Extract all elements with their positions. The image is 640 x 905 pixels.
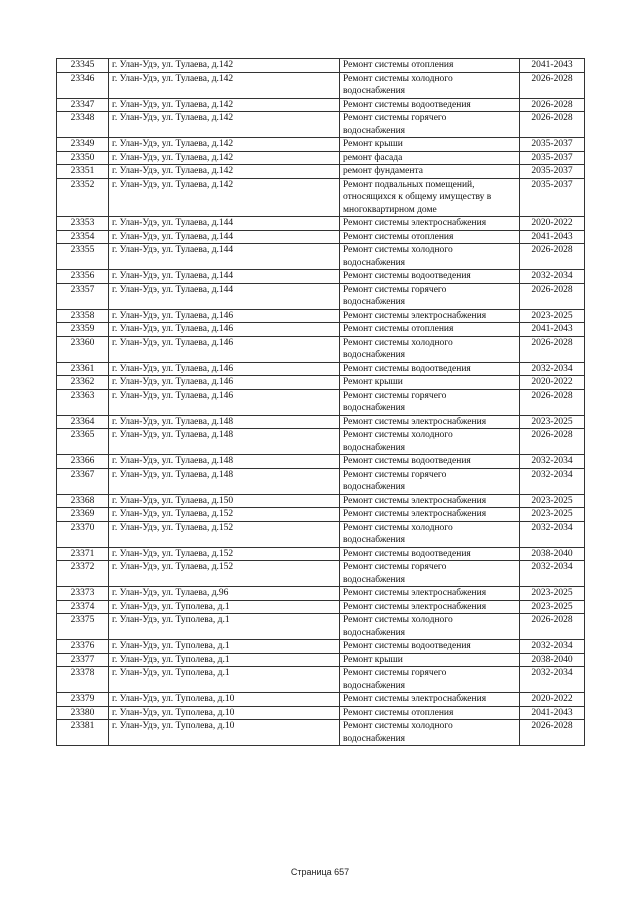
row-number-cell: 23380 <box>57 706 109 720</box>
period-cell: 2023-2025 <box>520 415 585 429</box>
work-type-cell: Ремонт системы холодного водоснабжения <box>340 614 520 640</box>
table-row <box>57 59 585 73</box>
work-type-cell: Ремонт системы водоотведения <box>340 270 520 284</box>
address-cell: г. Улан-Удэ, ул. Тулаева, д.96 <box>109 587 340 601</box>
work-type-cell: Ремонт крыши <box>340 138 520 152</box>
table-row <box>57 614 585 640</box>
period-cell: 2038-2040 <box>520 547 585 561</box>
address-cell: г. Улан-Удэ, ул. Тулаева, д.146 <box>109 336 340 362</box>
address-cell: г. Улан-Удэ, ул. Туполева, д.10 <box>109 706 340 720</box>
period-cell: 2026-2028 <box>520 98 585 112</box>
period-cell: 2023-2025 <box>520 309 585 323</box>
work-type-cell: Ремонт системы холодного водоснабжения <box>340 72 520 98</box>
address-cell: г. Улан-Удэ, ул. Тулаева, д.144 <box>109 230 340 244</box>
row-number-cell: 23365 <box>57 429 109 455</box>
period-cell: 2026-2028 <box>520 429 585 455</box>
work-type-cell: Ремонт системы отопления <box>340 59 520 73</box>
table-row <box>57 429 585 455</box>
row-number-cell: 23371 <box>57 547 109 561</box>
table-row <box>57 561 585 587</box>
row-number-cell: 23347 <box>57 98 109 112</box>
table-row <box>57 706 585 720</box>
period-cell: 2032-2034 <box>520 521 585 547</box>
period-cell: 2041-2043 <box>520 230 585 244</box>
row-number-cell: 23350 <box>57 151 109 165</box>
period-cell: 2035-2037 <box>520 151 585 165</box>
address-cell: г. Улан-Удэ, ул. Тулаева, д.148 <box>109 468 340 494</box>
period-cell: 2026-2028 <box>520 336 585 362</box>
period-cell: 2032-2034 <box>520 667 585 693</box>
address-cell: г. Улан-Удэ, ул. Тулаева, д.146 <box>109 389 340 415</box>
table-row <box>57 230 585 244</box>
address-cell: г. Улан-Удэ, ул. Туполева, д.10 <box>109 720 340 746</box>
table-row <box>57 98 585 112</box>
address-cell: г. Улан-Удэ, ул. Тулаева, д.146 <box>109 362 340 376</box>
table-row <box>57 455 585 469</box>
row-number-cell: 23368 <box>57 494 109 508</box>
row-number-cell: 23361 <box>57 362 109 376</box>
period-cell: 2032-2034 <box>520 362 585 376</box>
period-cell: 2023-2025 <box>520 587 585 601</box>
row-number-cell: 23372 <box>57 561 109 587</box>
row-number-cell: 23353 <box>57 217 109 231</box>
row-number-cell: 23346 <box>57 72 109 98</box>
table-row <box>57 323 585 337</box>
row-number-cell: 23377 <box>57 653 109 667</box>
period-cell: 2020-2022 <box>520 376 585 390</box>
work-type-cell: Ремонт системы водоотведения <box>340 547 520 561</box>
table-row <box>57 720 585 746</box>
work-type-cell: Ремонт системы водоотведения <box>340 98 520 112</box>
work-type-cell: Ремонт системы водоотведения <box>340 640 520 654</box>
address-cell: г. Улан-Удэ, ул. Тулаева, д.142 <box>109 59 340 73</box>
address-cell: г. Улан-Удэ, ул. Тулаева, д.142 <box>109 151 340 165</box>
row-number-cell: 23381 <box>57 720 109 746</box>
work-type-cell: Ремонт системы электроснабжения <box>340 600 520 614</box>
period-cell: 2020-2022 <box>520 217 585 231</box>
row-number-cell: 23373 <box>57 587 109 601</box>
period-cell: 2041-2043 <box>520 706 585 720</box>
row-number-cell: 23354 <box>57 230 109 244</box>
work-type-cell: ремонт фундамента <box>340 165 520 179</box>
work-type-cell: Ремонт системы водоотведения <box>340 362 520 376</box>
period-cell: 2020-2022 <box>520 693 585 707</box>
work-type-cell: Ремонт системы отопления <box>340 230 520 244</box>
table-row <box>57 640 585 654</box>
work-type-cell: Ремонт крыши <box>340 376 520 390</box>
period-cell: 2032-2034 <box>520 640 585 654</box>
period-cell: 2035-2037 <box>520 165 585 179</box>
address-cell: г. Улан-Удэ, ул. Тулаева, д.142 <box>109 138 340 152</box>
period-cell: 2026-2028 <box>520 614 585 640</box>
period-cell: 2026-2028 <box>520 72 585 98</box>
period-cell: 2023-2025 <box>520 600 585 614</box>
work-type-cell: Ремонт системы холодного водоснабжения <box>340 521 520 547</box>
address-cell: г. Улан-Удэ, ул. Тулаева, д.152 <box>109 561 340 587</box>
address-cell: г. Улан-Удэ, ул. Тулаева, д.146 <box>109 309 340 323</box>
address-cell: г. Улан-Удэ, ул. Тулаева, д.142 <box>109 112 340 138</box>
row-number-cell: 23369 <box>57 508 109 522</box>
address-cell: г. Улан-Удэ, ул. Туполева, д.1 <box>109 653 340 667</box>
row-number-cell: 23364 <box>57 415 109 429</box>
work-type-cell: Ремонт подвальных помещений, относящихся к общему имуществу в многоквартирном доме <box>340 178 520 217</box>
work-type-cell: Ремонт системы холодного водоснабжения <box>340 336 520 362</box>
table-row <box>57 667 585 693</box>
row-number-cell: 23355 <box>57 244 109 270</box>
row-number-cell: 23348 <box>57 112 109 138</box>
work-type-cell: Ремонт системы холодного водоснабжения <box>340 429 520 455</box>
row-number-cell: 23360 <box>57 336 109 362</box>
address-cell: г. Улан-Удэ, ул. Тулаева, д.150 <box>109 494 340 508</box>
table-row <box>57 112 585 138</box>
address-cell: г. Улан-Удэ, ул. Тулаева, д.152 <box>109 521 340 547</box>
table-row <box>57 494 585 508</box>
work-type-cell: Ремонт системы горячего водоснабжения <box>340 561 520 587</box>
address-cell: г. Улан-Удэ, ул. Тулаева, д.144 <box>109 217 340 231</box>
address-cell: г. Улан-Удэ, ул. Тулаева, д.144 <box>109 244 340 270</box>
work-type-cell: ремонт фасада <box>340 151 520 165</box>
address-cell: г. Улан-Удэ, ул. Тулаева, д.142 <box>109 165 340 179</box>
row-number-cell: 23358 <box>57 309 109 323</box>
address-cell: г. Улан-Удэ, ул. Тулаева, д.148 <box>109 415 340 429</box>
table-row <box>57 468 585 494</box>
address-cell: г. Улан-Удэ, ул. Тулаева, д.142 <box>109 72 340 98</box>
period-cell: 2035-2037 <box>520 138 585 152</box>
address-cell: г. Улан-Удэ, ул. Туполева, д.1 <box>109 667 340 693</box>
table-row <box>57 521 585 547</box>
row-number-cell: 23356 <box>57 270 109 284</box>
work-type-cell: Ремонт системы электроснабжения <box>340 693 520 707</box>
table-row <box>57 415 585 429</box>
work-type-cell: Ремонт системы отопления <box>340 323 520 337</box>
row-number-cell: 23349 <box>57 138 109 152</box>
table-row <box>57 362 585 376</box>
period-cell: 2026-2028 <box>520 720 585 746</box>
work-type-cell: Ремонт системы водоотведения <box>340 455 520 469</box>
work-type-cell: Ремонт системы отопления <box>340 706 520 720</box>
work-type-cell: Ремонт системы горячего водоснабжения <box>340 667 520 693</box>
period-cell: 2032-2034 <box>520 455 585 469</box>
work-type-cell: Ремонт системы электроснабжения <box>340 217 520 231</box>
table-row <box>57 138 585 152</box>
period-cell: 2026-2028 <box>520 389 585 415</box>
address-cell: г. Улан-Удэ, ул. Туполева, д.1 <box>109 640 340 654</box>
table-row <box>57 178 585 217</box>
table-row <box>57 72 585 98</box>
work-type-cell: Ремонт системы электроснабжения <box>340 309 520 323</box>
row-number-cell: 23378 <box>57 667 109 693</box>
work-type-cell: Ремонт системы электроснабжения <box>340 494 520 508</box>
period-cell: 2026-2028 <box>520 244 585 270</box>
repair-schedule-table <box>56 58 585 746</box>
address-cell: г. Улан-Удэ, ул. Туполева, д.10 <box>109 693 340 707</box>
work-type-cell: Ремонт системы холодного водоснабжения <box>340 720 520 746</box>
period-cell: 2023-2025 <box>520 508 585 522</box>
table-row <box>57 165 585 179</box>
work-type-cell: Ремонт системы электроснабжения <box>340 415 520 429</box>
period-cell: 2023-2025 <box>520 494 585 508</box>
address-cell: г. Улан-Удэ, ул. Тулаева, д.144 <box>109 283 340 309</box>
table-row <box>57 151 585 165</box>
table-row <box>57 653 585 667</box>
table-row <box>57 389 585 415</box>
work-type-cell: Ремонт системы горячего водоснабжения <box>340 112 520 138</box>
work-type-cell: Ремонт системы горячего водоснабжения <box>340 389 520 415</box>
period-cell: 2032-2034 <box>520 270 585 284</box>
row-number-cell: 23376 <box>57 640 109 654</box>
table-body <box>57 59 585 746</box>
address-cell: г. Улан-Удэ, ул. Тулаева, д.142 <box>109 178 340 217</box>
period-cell: 2026-2028 <box>520 112 585 138</box>
table-row <box>57 336 585 362</box>
period-cell: 2041-2043 <box>520 323 585 337</box>
row-number-cell: 23379 <box>57 693 109 707</box>
table-row <box>57 283 585 309</box>
row-number-cell: 23351 <box>57 165 109 179</box>
row-number-cell: 23359 <box>57 323 109 337</box>
row-number-cell: 23363 <box>57 389 109 415</box>
row-number-cell: 23367 <box>57 468 109 494</box>
table-row <box>57 244 585 270</box>
work-type-cell: Ремонт крыши <box>340 653 520 667</box>
address-cell: г. Улан-Удэ, ул. Тулаева, д.152 <box>109 547 340 561</box>
table-row <box>57 217 585 231</box>
period-cell: 2026-2028 <box>520 283 585 309</box>
period-cell: 2035-2037 <box>520 178 585 217</box>
address-cell: г. Улан-Удэ, ул. Туполева, д.1 <box>109 614 340 640</box>
work-type-cell: Ремонт системы горячего водоснабжения <box>340 283 520 309</box>
table-row <box>57 600 585 614</box>
work-type-cell: Ремонт системы электроснабжения <box>340 587 520 601</box>
row-number-cell: 23362 <box>57 376 109 390</box>
table-row <box>57 547 585 561</box>
row-number-cell: 23375 <box>57 614 109 640</box>
work-type-cell: Ремонт системы холодного водоснабжения <box>340 244 520 270</box>
address-cell: г. Улан-Удэ, ул. Тулаева, д.144 <box>109 270 340 284</box>
address-cell: г. Улан-Удэ, ул. Тулаева, д.142 <box>109 98 340 112</box>
work-type-cell: Ремонт системы электроснабжения <box>340 508 520 522</box>
period-cell: 2032-2034 <box>520 468 585 494</box>
address-cell: г. Улан-Удэ, ул. Тулаева, д.146 <box>109 376 340 390</box>
address-cell: г. Улан-Удэ, ул. Тулаева, д.148 <box>109 455 340 469</box>
row-number-cell: 23352 <box>57 178 109 217</box>
row-number-cell: 23357 <box>57 283 109 309</box>
table-row <box>57 376 585 390</box>
address-cell: г. Улан-Удэ, ул. Тулаева, д.148 <box>109 429 340 455</box>
address-cell: г. Улан-Удэ, ул. Тулаева, д.146 <box>109 323 340 337</box>
table-row <box>57 587 585 601</box>
address-cell: г. Улан-Удэ, ул. Тулаева, д.152 <box>109 508 340 522</box>
page-number: Страница 657 <box>290 867 350 877</box>
row-number-cell: 23366 <box>57 455 109 469</box>
address-cell: г. Улан-Удэ, ул. Туполева, д.1 <box>109 600 340 614</box>
table-row <box>57 270 585 284</box>
period-cell: 2038-2040 <box>520 653 585 667</box>
period-cell: 2032-2034 <box>520 561 585 587</box>
table-row <box>57 508 585 522</box>
table-row <box>57 693 585 707</box>
work-type-cell: Ремонт системы горячего водоснабжения <box>340 468 520 494</box>
row-number-cell: 23345 <box>57 59 109 73</box>
row-number-cell: 23374 <box>57 600 109 614</box>
table-row <box>57 309 585 323</box>
period-cell: 2041-2043 <box>520 59 585 73</box>
row-number-cell: 23370 <box>57 521 109 547</box>
